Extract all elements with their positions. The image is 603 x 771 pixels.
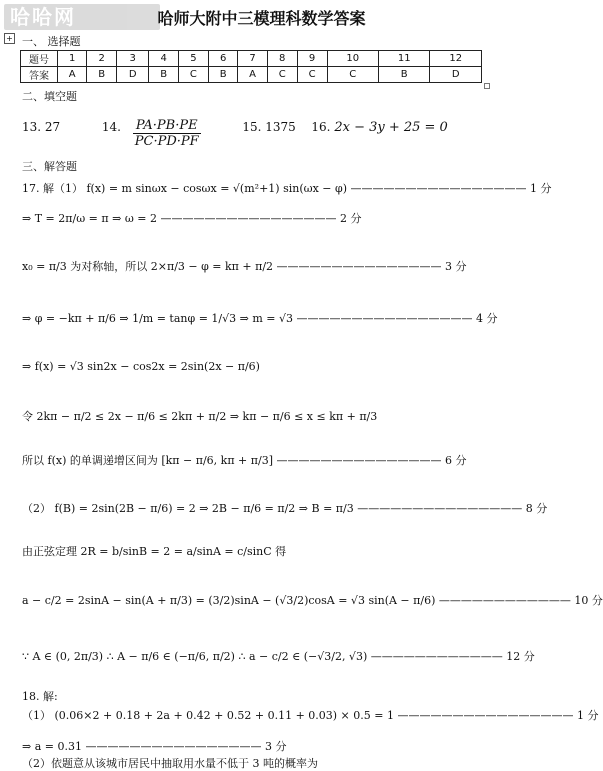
fraction-numerator: PA·PB·PE [133, 118, 201, 134]
table-resize-handle[interactable] [484, 83, 490, 89]
table-cell: C [267, 67, 297, 83]
table-cell: 12 [430, 51, 482, 67]
watermark-logo: 哈哈网 [4, 4, 160, 30]
answer-16: 2x − 3y + 25 = 0 [334, 120, 448, 135]
solution-line: 由正弦定理 2R = b/sinB = 2 = a/sinA = c/sinC 得 [22, 545, 287, 558]
answer-15: 15. 1375 [242, 120, 296, 134]
table-move-handle-icon[interactable]: + [4, 33, 15, 44]
table-cell: C [327, 67, 378, 83]
solution-line: x₀ = π/3 为对称轴，所以 2×π/3 − φ = kπ + π/2 ——————————————— 3 分 [22, 260, 467, 273]
solution-line: ⇒ f(x) = √3 sin2x − cos2x = 2sin(2x − π/6) [22, 360, 260, 373]
table-cell: D [430, 67, 482, 83]
table-cell: 2 [87, 51, 117, 67]
table-cell: D [116, 67, 149, 83]
section-choice-heading: 一、 选择题 [22, 35, 81, 48]
table-cell: 5 [178, 51, 208, 67]
section-fill-heading: 二、填空题 [22, 90, 77, 103]
table-cell: B [149, 67, 179, 83]
answer-14-label: 14. [101, 120, 121, 134]
table-cell: B [379, 67, 430, 83]
solution-line: ⇒ a = 0.31 ———————————————— 3 分 [22, 740, 287, 753]
solution-line: 17. 解（1） f(x) = m sinωx − cosωx = √(m²+1) sin(ωx − φ) ———————————————— 1 分 [22, 182, 552, 195]
table-cell: 6 [208, 51, 238, 67]
page-title: 哈师大附中三模理科数学答案 [157, 9, 366, 28]
solution-line: 所以 f(x) 的单调递增区间为 [kπ − π/6, kπ + π/3] ——————————————— 6 分 [22, 454, 467, 467]
solution-line: 18. 解: [22, 690, 58, 703]
table-cell: C [178, 67, 208, 83]
solution-line: a − c/2 = 2sinA − sin(A + π/3) = (3/2)sinA − (√3/2)cosA = √3 sin(A − π/6) ———————————— 10 分 [22, 594, 603, 607]
table-cell: 题号 [21, 51, 58, 67]
fraction-denominator: PC·PD·PF [134, 134, 199, 149]
table-cell: 3 [116, 51, 149, 67]
solution-line: （1） (0.06×2 + 0.18 + 2a + 0.42 + 0.52 + 0.11 + 0.03) × 0.5 = 1 ———————————————— 1 分 [22, 709, 599, 722]
table-cell: 11 [379, 51, 430, 67]
answer-13: 13. 27 [22, 120, 61, 134]
table-row [21, 51, 482, 67]
answer-14-fraction [133, 118, 201, 149]
solution-line: 令 2kπ − π/2 ≤ 2x − π/6 ≤ 2kπ + π/2 ⇒ kπ − π/6 ≤ x ≤ kπ + π/3 [22, 410, 378, 423]
section-solve-heading: 三、解答题 [22, 160, 77, 173]
table-cell: 10 [327, 51, 378, 67]
table-row [21, 67, 482, 83]
answer-16-label: 16. [311, 120, 331, 134]
answer-table [20, 50, 482, 83]
table-cell: B [87, 67, 117, 83]
solution-line: ⇒ T = 2π/ω = π ⇒ ω = 2 ———————————————— 2 分 [22, 212, 362, 225]
table-cell: 9 [297, 51, 327, 67]
solution-line: （2） f(B) = 2sin(2B − π/6) = 2 ⇒ 2B − π/6 = π/2 ⇒ B = π/3 ——————————————— 8 分 [22, 502, 548, 515]
table-cell: 答案 [21, 67, 58, 83]
table-cell: A [58, 67, 87, 83]
table-cell: 4 [149, 51, 179, 67]
table-cell: A [238, 67, 267, 83]
table-cell: 8 [267, 51, 297, 67]
table-cell: 7 [238, 51, 267, 67]
solution-line: ⇒ φ = −kπ + π/6 ⇒ 1/m = tanφ = 1/√3 ⇒ m = √3 ———————————————— 4 分 [22, 312, 498, 325]
table-cell: B [208, 67, 238, 83]
fill-answers [22, 112, 448, 149]
solution-line: ∵ A ∈ (0, 2π/3) ∴ A − π/6 ∈ (−π/6, π/2) ∴ a − c/2 ∈ (−√3/2, √3) ———————————— 12 分 [22, 650, 535, 663]
table-cell: C [297, 67, 327, 83]
table-cell: 1 [58, 51, 87, 67]
solution-line: （2）依题意从该城市居民中抽取用水量不低于 3 吨的概率为 [22, 757, 318, 770]
